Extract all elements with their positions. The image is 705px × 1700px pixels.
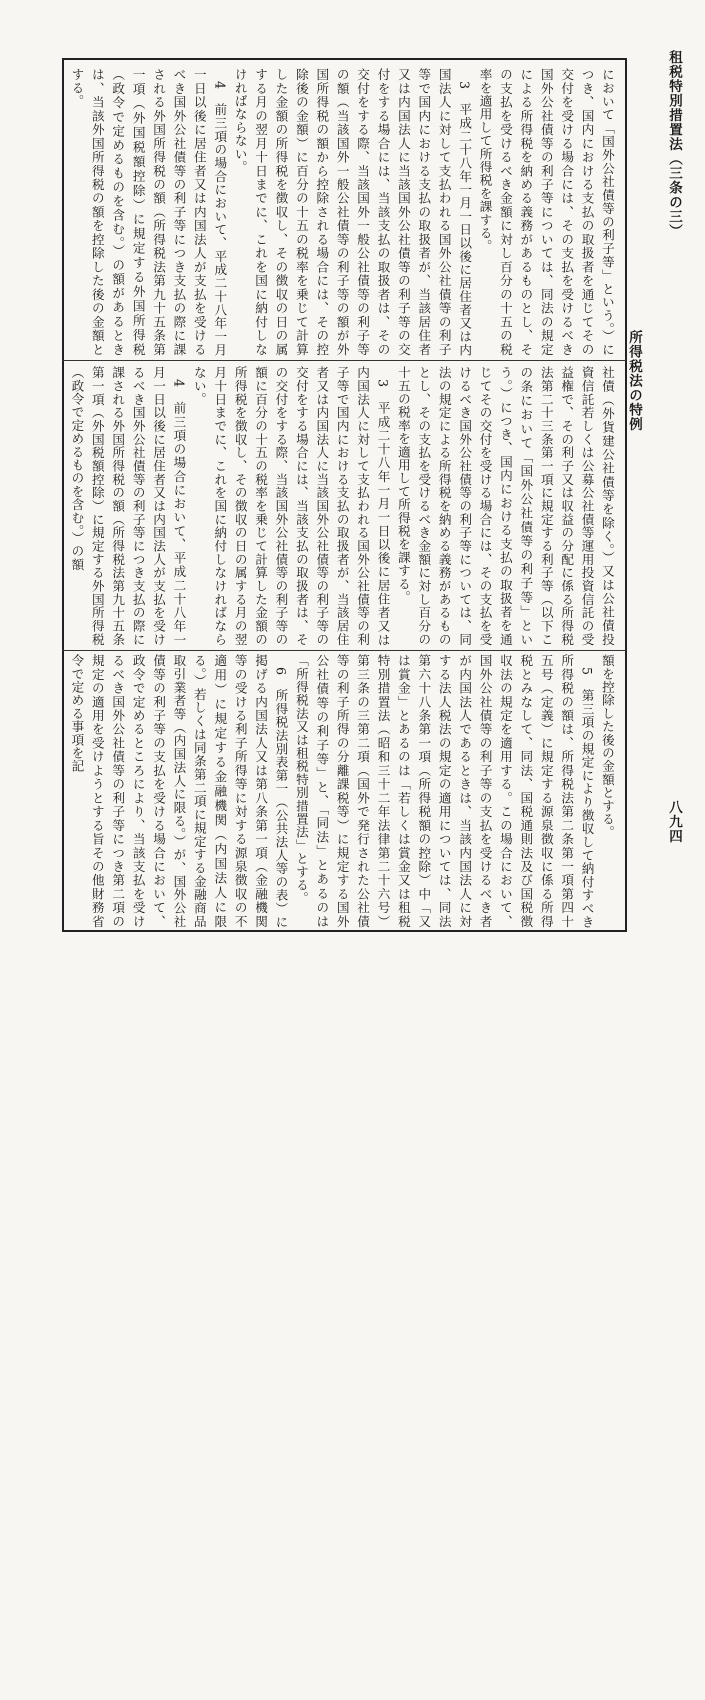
band-divider-1 [62, 360, 626, 361]
band-top-text [66, 68, 622, 356]
text-band-middle [66, 366, 622, 646]
frame-right-rule [625, 58, 627, 932]
paragraph: 4 前三項の場合において、平成二十八年一月一日以後に居住者又は内国法人が支払を受けるべき国外公社債等の利子等につき支払の際に課される外国所得税の額（所得税法第九十五条第一項（外国税額控除）に規定する外国所得税（政令で定めるものを含む。）の額があるときは、当該外国所得税の額を控除した後の金額とする。 [69, 68, 228, 356]
paragraph: 5 第三項の規定により徴収して納付すべき所得税の額は、所得税法第二条第一項第四十五号（定義）に規定する源泉徴収に係る所得税とみなして、同法、国税通則法及び国税徴収法の規定を適用する。この場合において、国外公社債等の利子等の支払を受けるべき者が内国法人であるときは、当該内国法人に対する法人税法の規定の適用については、同法第六十八条第一項（所得税額の控除）中「又は賞金」とあるのは「若しくは賞金又は租税特別措置法（昭和三十二年法律第二十六号）第三条の三第二項（国外で発行された公社債等の利子所得の分離課税等）に規定する国外公社債等の利子等」と、「同法」とあるのは「所得税法又は租税特別措置法」とする。 [293, 654, 595, 928]
paragraph: において「国外公社債等の利子等」という。）につき、国内における支払の取扱者を通じてその交付を受ける場合には、その支払を受けるべき国外公社債等の利子等については、同法の規定による所得税を納める義務があるものとし、その支払を受けるべき金額に対し百分の十五の税率を適用して所得税を課する。 [477, 68, 615, 356]
frame-bottom-rule [62, 930, 626, 932]
frame-top-rule [62, 58, 626, 60]
running-title: 租税特別措置法（三条の三） [666, 50, 682, 239]
paragraph: 3 平成二十八年一月一日以後に居住者又は内国法人に対して支払われる国外公社債等の利子等で国内における支払の取扱者が、当該居住者又は内国法人に当該国外公社債等の利子等の交付をする場合には、当該支払の取扱者は、その交付をする際、当該国外一般公社債等の利子等の額（当該国外一般公社債等の利子等の額が外国所得税の額から控除される場合には、その控除後の金額）に百分の十五の税率を乗じて計算した金額の所得税を徴収し、その徴収の日の属する月の翌月十日までに、これを国に納付しなければならない。 [232, 68, 473, 356]
text-band-top [66, 68, 622, 356]
band-middle-text [66, 366, 622, 646]
frame-left-rule [62, 58, 64, 932]
band-bottom-text [66, 654, 622, 928]
paragraph: 4 前三項の場合において、平成二十八年一月一日以後に居住者又は内国法人が支払を受けるべき国外公社債等の利子等につき支払の際に課される外国所得税の額（所得税法第九十五条第一項（外国税額控除）に規定する外国所得税（政令で定めるものを含む。）の額 [69, 366, 187, 646]
paragraph: 社債（外貨建公社債等を除く。）又は公社債投資信託若しくは公募公社債等運用投資信託の受益権で、その利子又は収益の分配に係る所得税法第二十三条第一項に規定する利子等（以下この条において「国外公社債等の利子等」という。）につき、国内における支払の取扱者を通じてその交付を受ける場合には、その支払を受けるべき国外公社債等の利子等については、同法の規定による所得税を納める義務があるものとし、その支払を受けるべき金額に対し百分の十五の税率を適用して所得税を課する。 [395, 366, 615, 646]
page-number: 八九四 [666, 800, 682, 844]
paragraph: 3 平成二十八年一月一日以後に居住者又は内国法人に対して支払われる国外公社債等の利子等で国内における支払の取扱者が、当該居住者又は内国法人に当該国外公社債等の利子等の交付をする場合には、当該支払の取扱者は、その交付をする際、当該国外公社債等の利子等の額に百分の十五の税率を乗じて計算した金額の所得税を徴収し、その徴収の日の属する月の翌月十日までに、これを国に納付しなければならない。 [191, 366, 391, 646]
paragraph: 額を控除した後の金額とする。 [599, 654, 615, 839]
text-band-bottom [66, 654, 622, 928]
paragraph: 6 所得税法別表第一（公共法人等の表）に掲げる内国法人又は第八条第一項（金融機関等の受ける利子所得等に対する源泉徴収の不適用）に規定する金融機関（内国法人に限る。）若しくは同条第二項に規定する金融商品取引業者等（内国法人に限る。）が、国外公社債等の利子等の支払を受ける場合において、政令で定めるところにより、当該支払を受けるべき国外公社債等の利子等につき第二項の規定の適用を受けようとする旨その他財務省令で定める事項を記 [69, 654, 289, 928]
band-divider-2 [62, 650, 626, 651]
running-section: 所得税法の特例 [626, 330, 642, 432]
